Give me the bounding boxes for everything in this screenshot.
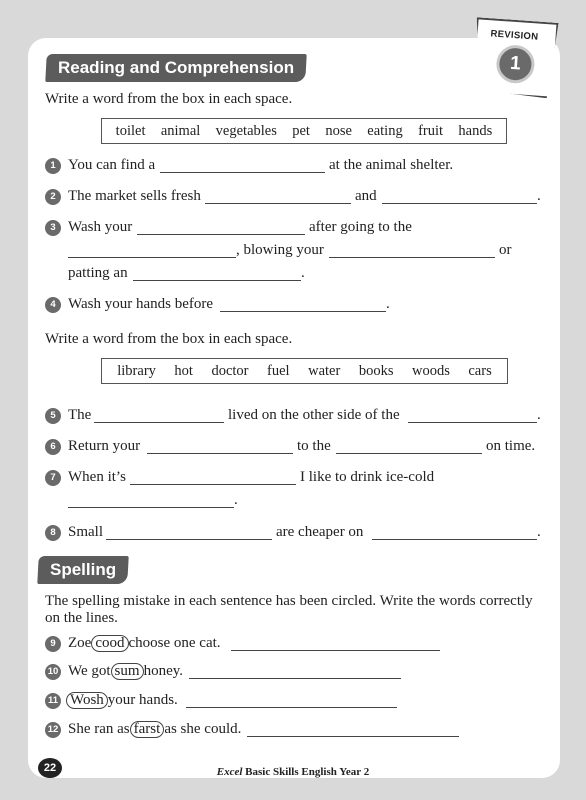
question-text: When it’s xyxy=(68,469,126,485)
word-box-1 xyxy=(101,118,507,144)
word-box-item: hands xyxy=(458,122,493,139)
answer-line[interactable] xyxy=(220,311,386,312)
question-text: Small xyxy=(68,524,104,540)
answer-line[interactable] xyxy=(189,678,401,679)
question-text: Return your xyxy=(68,438,141,454)
circled-misspelling: farst xyxy=(130,721,165,738)
word-box-item: doctor xyxy=(211,362,249,379)
question-text: . xyxy=(386,296,390,312)
word-box-2 xyxy=(101,358,508,384)
question-text: Wash your xyxy=(68,219,133,235)
question-number: 11 xyxy=(45,693,61,709)
page-number: 22 xyxy=(38,758,62,778)
word-box-item: fuel xyxy=(267,362,290,379)
answer-line[interactable] xyxy=(408,422,537,423)
answer-line[interactable] xyxy=(130,484,296,485)
word-box-item: woods xyxy=(411,362,450,379)
revision-label: REVISION xyxy=(490,28,539,43)
question-text: . xyxy=(301,265,305,281)
section-title-spelling: Spelling xyxy=(37,556,129,584)
word-box-item: water xyxy=(308,362,341,379)
instruction-box-1: Write a word from the box in each space. xyxy=(45,91,293,107)
question-number: 7 xyxy=(45,470,61,486)
question-text: to the xyxy=(297,438,331,454)
circled-misspelling: cood xyxy=(91,635,128,652)
circled-misspelling: sum xyxy=(111,663,144,680)
word-box-item: eating xyxy=(367,122,403,139)
answer-line[interactable] xyxy=(94,422,224,423)
question-number: 3 xyxy=(45,220,61,236)
instruction-box-2: Write a word from the box in each space. xyxy=(45,331,293,347)
question-text: The market sells fresh xyxy=(68,188,201,204)
question-text: . xyxy=(537,524,541,540)
word-box-item: nose xyxy=(325,122,352,139)
question-text: are cheaper on xyxy=(276,524,364,540)
answer-line[interactable] xyxy=(231,650,440,651)
footer-title: Excel Basic Skills English Year 2 xyxy=(216,766,370,778)
revision-badge-content xyxy=(472,17,555,94)
question-text: after going to the xyxy=(309,219,412,235)
question-number: 12 xyxy=(45,722,61,738)
answer-line[interactable] xyxy=(106,539,272,540)
question-number: 10 xyxy=(45,664,61,680)
revision-number: 1 xyxy=(495,44,536,85)
question-text: lived on the other side of the xyxy=(228,407,400,423)
answer-line[interactable] xyxy=(336,453,482,454)
answer-line[interactable] xyxy=(205,203,351,204)
question-text: Wash your hands before xyxy=(68,296,213,312)
question-text: on time. xyxy=(486,438,536,454)
answer-line[interactable] xyxy=(68,257,236,258)
question-text: . xyxy=(234,492,238,508)
answer-line[interactable] xyxy=(186,707,397,708)
word-box-item: books xyxy=(358,362,394,379)
word-box-item: library xyxy=(117,362,156,379)
question-number: 4 xyxy=(45,297,61,313)
answer-line[interactable] xyxy=(147,453,293,454)
word-box-item: pet xyxy=(292,122,310,139)
question-text: . xyxy=(537,188,541,204)
word-box-item: hot xyxy=(174,362,193,379)
question-number: 8 xyxy=(45,525,61,541)
question-number: 5 xyxy=(45,408,61,424)
question-text: . xyxy=(537,407,541,423)
section-title-reading: Reading and Comprehension xyxy=(45,54,307,82)
question-number: 6 xyxy=(45,439,61,455)
question-text: The xyxy=(68,407,92,423)
answer-line[interactable] xyxy=(247,736,459,737)
question-text: Zoe cood choose one cat. xyxy=(68,635,221,651)
answer-line[interactable] xyxy=(160,172,325,173)
answer-line[interactable] xyxy=(68,507,234,508)
word-box-item: vegetables xyxy=(215,122,277,139)
question-text: , blowing your xyxy=(236,242,324,258)
answer-line[interactable] xyxy=(382,203,537,204)
question-number: 1 xyxy=(45,158,61,174)
question-text: Wosh your hands. xyxy=(66,691,178,709)
word-box-item: fruit xyxy=(418,122,444,139)
question-number: 2 xyxy=(45,189,61,205)
instruction-spelling-cont: on the lines. xyxy=(45,610,118,626)
question-number: 9 xyxy=(45,636,61,652)
answer-line[interactable] xyxy=(372,539,537,540)
word-box-item: toilet xyxy=(115,122,146,139)
instruction-spelling: The spelling mistake in each sentence has been circled. Write the words correctly xyxy=(45,593,533,609)
answer-line[interactable] xyxy=(137,234,305,235)
word-box-item: cars xyxy=(468,362,492,379)
answer-line[interactable] xyxy=(133,280,301,281)
question-text: We got sum honey. xyxy=(68,663,183,679)
question-text: I like to drink ice-cold xyxy=(300,469,435,485)
circled-misspelling: Wosh xyxy=(66,692,108,709)
word-box-item: animal xyxy=(160,122,201,139)
answer-line[interactable] xyxy=(329,257,495,258)
question-text: patting an xyxy=(68,265,128,281)
question-text: and xyxy=(355,188,377,204)
question-text: or xyxy=(499,242,512,258)
question-text: at the animal shelter. xyxy=(329,157,454,173)
question-text: You can find a xyxy=(68,157,156,173)
question-text: She ran as farst as she could. xyxy=(68,721,242,737)
